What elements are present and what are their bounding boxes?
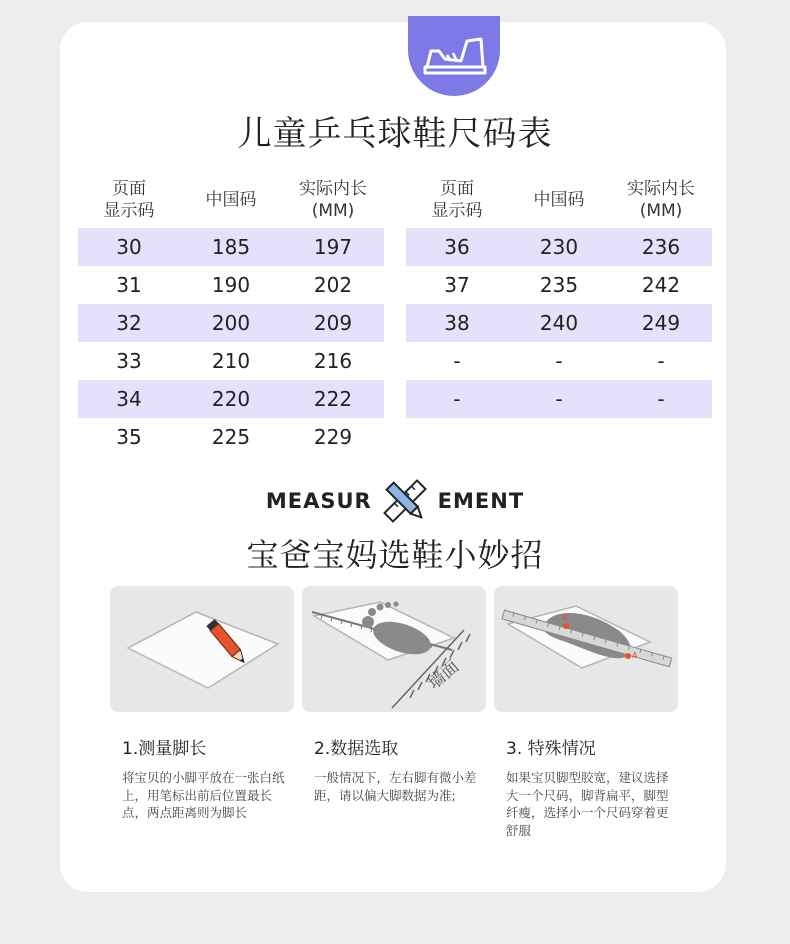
header-line: 中国码 [205,190,257,210]
table-row [78,342,384,380]
sneaker-badge [408,16,500,96]
header-line: 显示码 [431,201,483,221]
table-header-cell [610,178,712,222]
header-line: 页面 [112,179,146,199]
table-cell: 209 [313,311,353,335]
table-row [406,380,712,418]
table-row [78,418,384,456]
table-cell: 249 [641,311,681,335]
table-cell: 31 [116,273,142,297]
table-cell: 33 [116,349,142,373]
ruler-pencil-icon [380,476,430,526]
table-cell: - [657,387,665,411]
table-cell: 240 [539,311,579,335]
table-cell: 235 [539,273,579,297]
measure-text-left: MEASUR [265,489,372,513]
table-row [406,304,712,342]
table-cell: - [453,387,461,411]
measurement-heading [0,476,790,526]
table-cell: 37 [444,273,470,297]
table-cell: 202 [313,273,353,297]
table-cell: 220 [211,387,251,411]
table-row [78,228,384,266]
table-cell: 216 [313,349,353,373]
table-row [78,304,384,342]
table-header-cell [180,189,282,211]
page-title: 儿童乒乓球鞋尺码表 [237,114,553,154]
table-row [406,342,712,380]
table-row [406,266,712,304]
table-cell: - [555,349,563,373]
size-table-right [406,172,712,418]
table-cell: 35 [116,425,142,449]
tip-text: 将宝贝的小脚平放在一张白纸上，用笔标出前后位置最长点，两点距离则为脚长 [122,770,285,820]
header-line: (MM) [311,201,355,221]
table-cell: 190 [211,273,251,297]
table-cell: 210 [211,349,251,373]
table-cell: 200 [211,311,251,335]
table-cell: - [453,349,461,373]
header-line: 中国码 [533,190,585,210]
tip-text: 如果宝贝脚型胶宽，建议选择大一个尺码，脚背扁平，脚型纤瘦，选择小一个尺码穿着更舒服 [506,770,669,838]
table-cell: - [657,349,665,373]
table-cell: 242 [641,273,681,297]
marker-b-label: B [562,613,568,622]
table-row [406,228,712,266]
marker-a-label: A [632,651,638,660]
table-header-cell [282,178,384,222]
table-cell: 185 [211,235,251,259]
tip-heading: 3. 特殊情况 [506,739,596,759]
table-header-cell [508,189,610,211]
section-subtitle: 宝爸宝妈选鞋小妙招 [246,536,544,574]
wall-label: 墙面 [424,656,464,694]
table-cell: 34 [116,387,142,411]
tip-image-footprint [302,586,486,712]
tip-data-choice [302,586,486,804]
tip-measure-foot [110,586,294,822]
table-header [406,172,712,228]
table-cell: 230 [539,235,579,259]
table-cell: 36 [444,235,470,259]
header-line: 显示码 [103,201,155,221]
table-cell: 222 [313,387,353,411]
header-line: 实际内长 [627,179,695,199]
tip-special-case [494,586,678,839]
tip-heading: 2.数据选取 [314,739,399,759]
table-cell: 229 [313,425,353,449]
header-line: 实际内长 [299,179,367,199]
table-cell: 225 [211,425,251,449]
table-header [78,172,384,228]
table-row [78,380,384,418]
table-cell: 236 [641,235,681,259]
tip-heading: 1.测量脚长 [122,739,207,759]
table-cell: 32 [116,311,142,335]
tip-image-insole [494,586,678,712]
table-header-cell [78,178,180,222]
sneaker-icon [421,31,487,81]
tip-image-paper [110,586,294,712]
table-cell: 30 [116,235,142,259]
table-cell: - [555,387,563,411]
table-cell: 38 [444,311,470,335]
size-table-left [78,172,384,456]
tip-text: 一般情况下，左右脚有微小差距，请以偏大脚数据为准; [314,770,477,803]
table-row [78,266,384,304]
header-line: (MM) [639,201,683,221]
table-cell: 197 [313,235,353,259]
header-line: 页面 [440,179,474,199]
table-header-cell [406,178,508,222]
measure-text-right: EMENT [437,489,525,513]
